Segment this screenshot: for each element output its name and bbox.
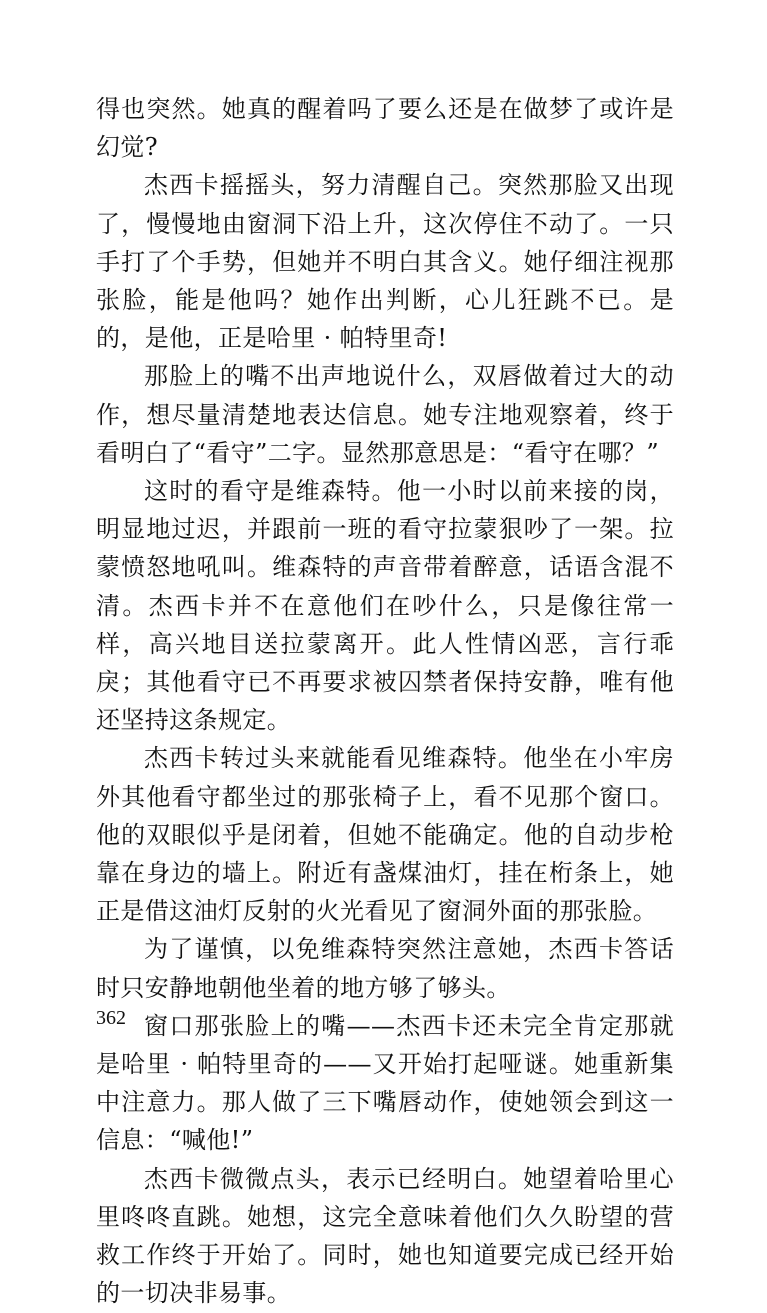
page-number: 362 [96,1007,126,1029]
paragraph-5: 杰西卡转过头来就能看见维森特。他坐在小牢房外其他看守都坐过的那张椅子上，看不见那个窗口。他的双眼似乎是闭着，但她不能确定。他的自动步枪靠在身边的墙上。附近有盏煤油灯，挂在桁条上，她正是借这油灯反射的火光看见了窗洞外面的那张脸。 [96,744,674,926]
paragraph-2: 杰西卡摇摇头，努力清醒自己。突然那脸又出现了，慢慢地由窗洞下沿上升，这次停住不动了。一只手打了个手势，但她并不明白其含义。她仔细注视那张脸，能是他吗？她作出判断，心儿狂跳不已。是的，是他，正是哈里 · 帕特里奇! [96,171,674,353]
paragraph-6: 为了谨慎，以免维森特突然注意她，杰西卡答话时只安静地朝他坐着的地方够了够头。 [96,935,674,1002]
paragraph-4: 这时的看守是维森特。他一小时以前来接的岗，明显地过迟，并跟前一班的看守拉蒙狠吵了一架。拉蒙愤怒地吼叫。维森特的声音带着醉意，话语含混不清。杰西卡并不在意他们在吵什么，只是像往常一样，高兴地目送拉蒙离开。此人性情凶恶，言行乖戾；其他看守已不再要求被囚禁者保持安静，唯有他还坚持这条规定。 [96,477,674,735]
paragraph-1: 得也突然。她真的醒着吗了要么还是在做梦了或许是幻觉? [96,95,674,162]
paragraph-8: 杰西卡微微点头，表示已经明白。她望着哈里心里咚咚直跳。她想，这完全意味着他们久久盼望的营救工作终于开始了。同时，她也知道要完成已经开始的一切决非易事。 [96,1164,674,1308]
body-text [96,90,674,1313]
paragraph-7: 窗口那张脸上的嘴——杰西卡还未完全肯定那就是哈里 · 帕特里奇的——又开始打起哑谜。她重新集中注意力。那人做了三下嘴唇动作，使她领会到这一信息：“喊他!” [96,1011,674,1155]
paragraph-3: 那脸上的嘴不出声地说什么，双唇做着过大的动作，想尽量清楚地表达信息。她专注地观察着，终于看明白了“看守”二字。显然那意思是：“看守在哪？” [96,362,674,467]
